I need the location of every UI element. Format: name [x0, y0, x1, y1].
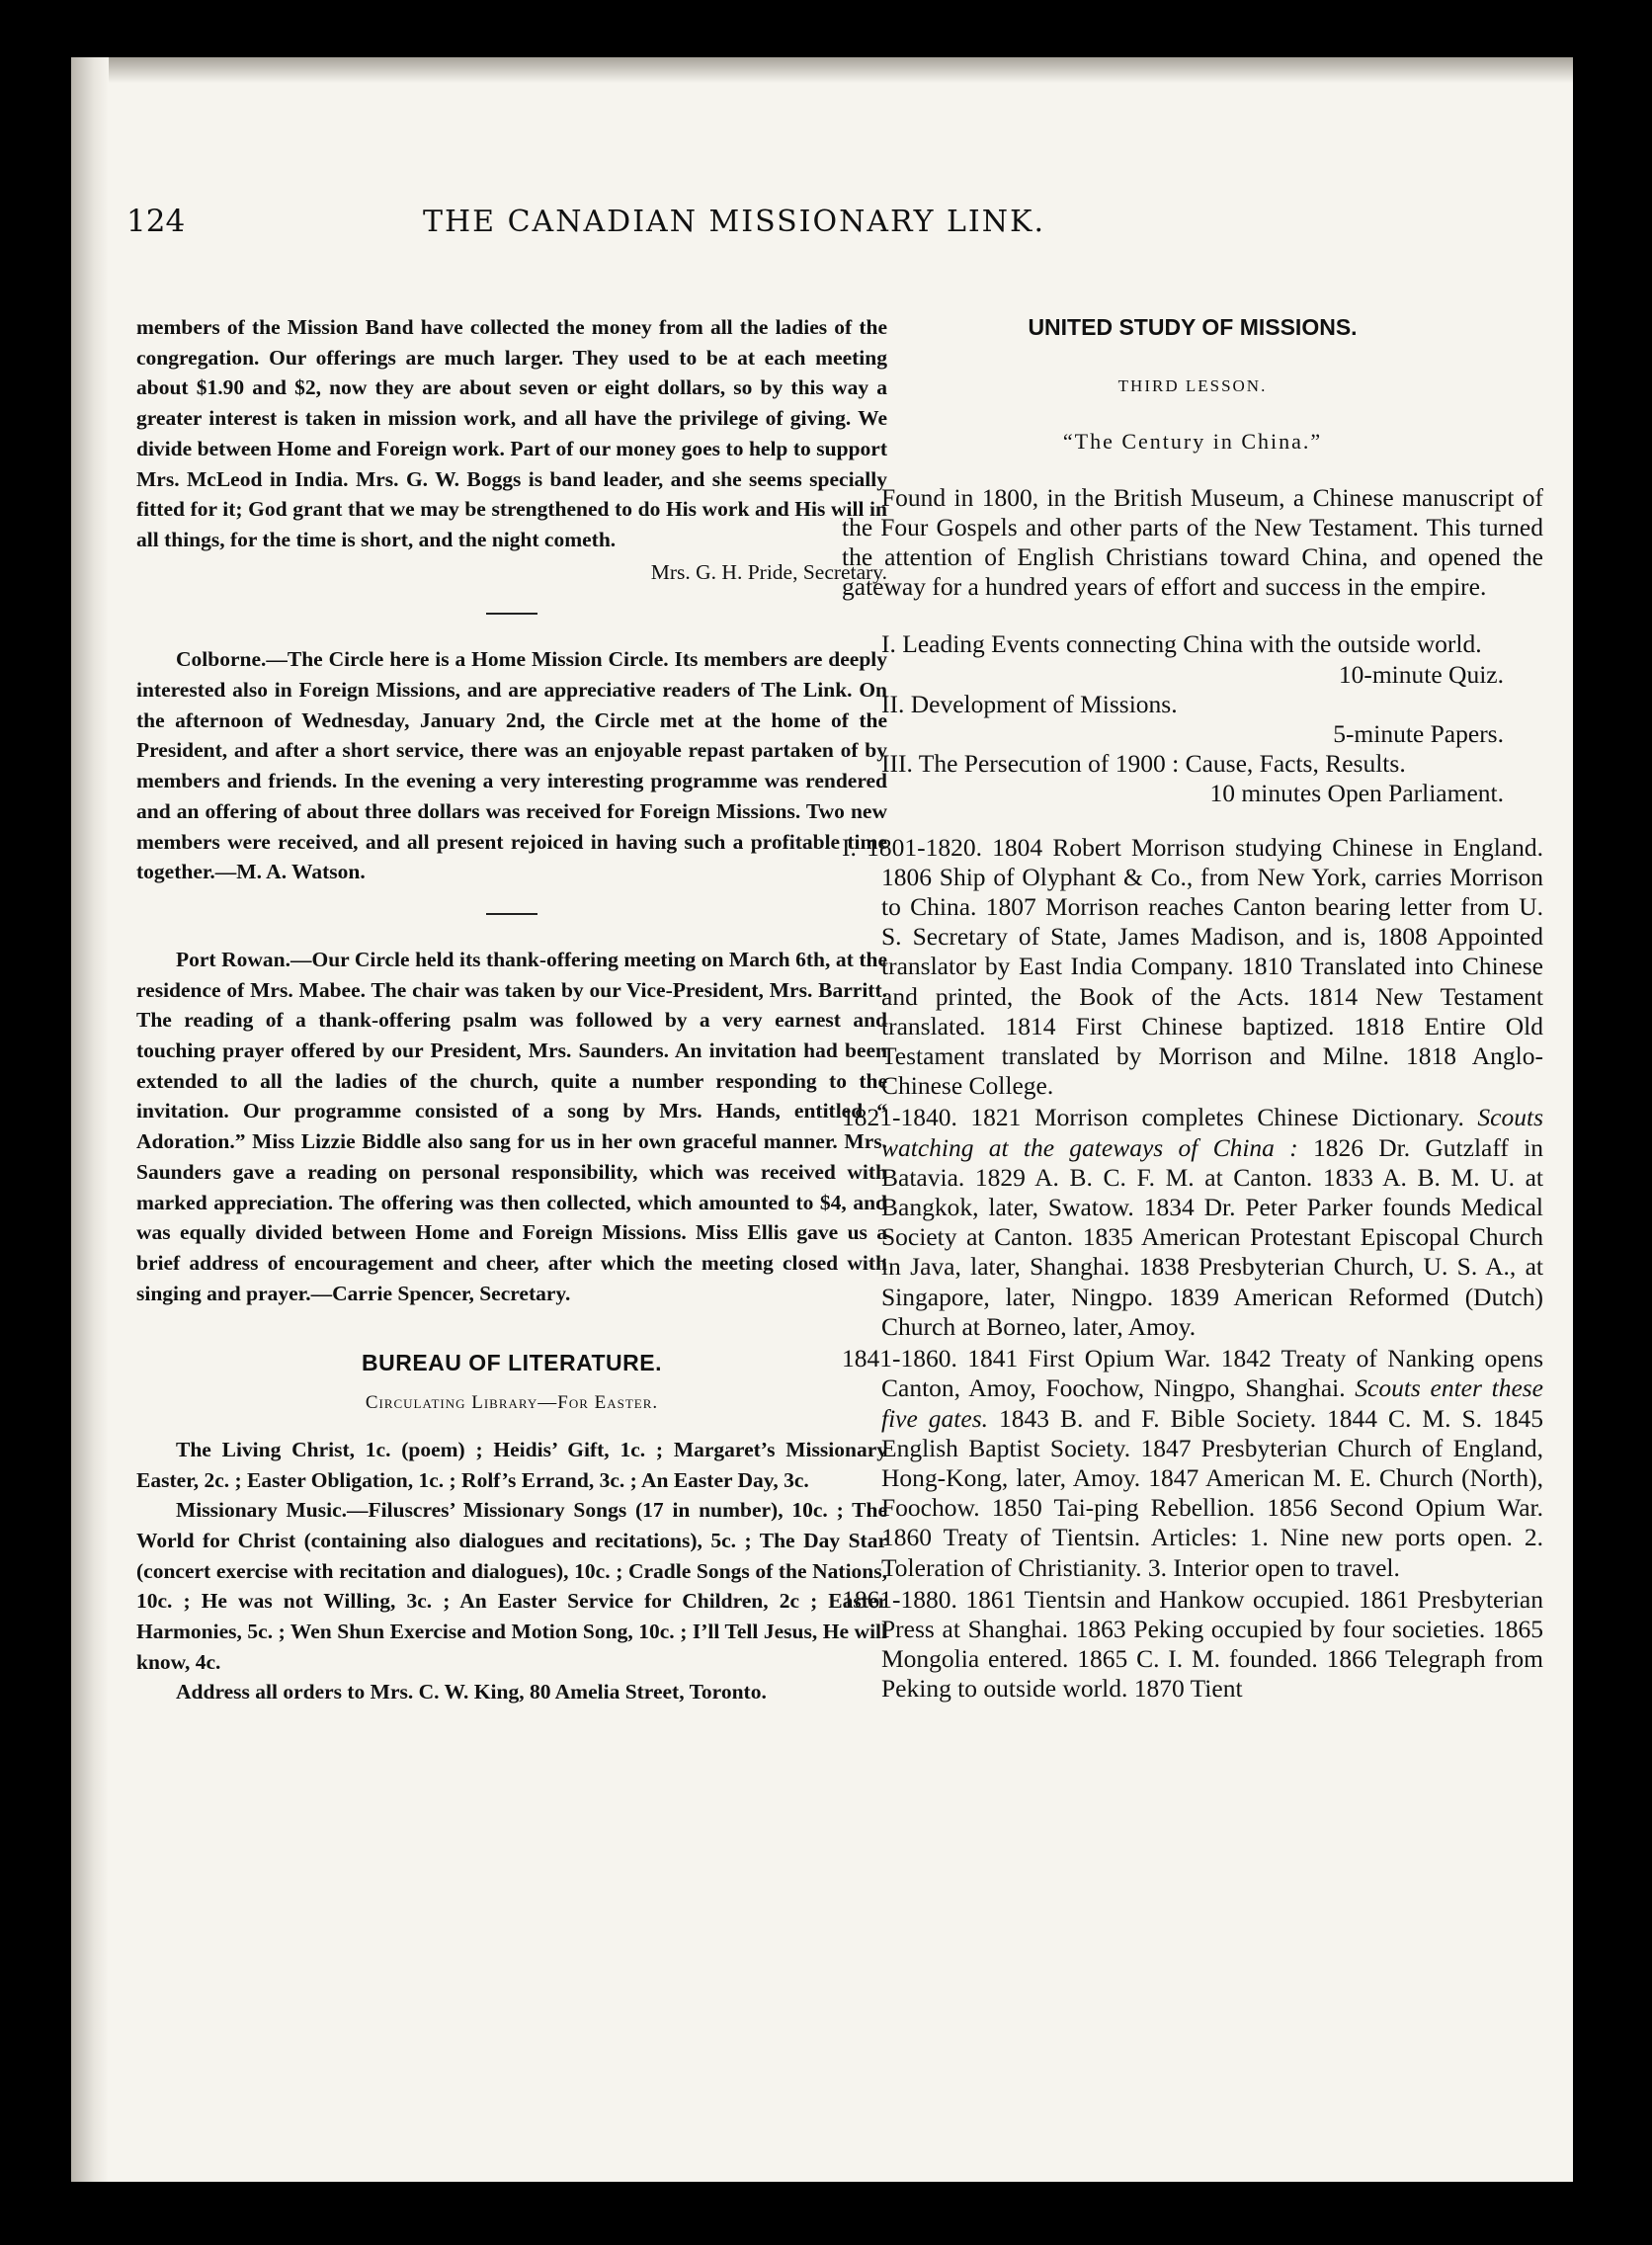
outline-item-1: I. Leading Events connecting China with the outside world.	[881, 629, 1482, 659]
chronology-entry-1861: 1861-1880. 1861 Tientsin and Hankow occupied. 1861 Presbyterian Press at Shanghai. 1863 Peking occupied by four societies. 1865 Mongolia entered. 1865 C. I. M. founded. 1866 Telegraph from Peking to outside world. 1870 Tient	[842, 1584, 1543, 1704]
bureau-subheading: Circulating Library—For Easter.	[365, 1392, 659, 1414]
port-rowan-paragraph: Port Rowan.—Our Circle held its thank-offering meeting on March 6th, at the residence of Mrs. Mabee. The chair was taken by our Vice-President, Mrs. Barritt. The reading of a thank-offering psalm was followed by a very earnest and touching prayer offered by our President, Mrs. Saunders. An invitation had been extended to all the ladies of the church, quite a number responding to the invitation. Our programme consisted of a song by Mrs. Hands, entitled “ Adoration.” Miss Lizzie Biddle also sang for us in her own graceful manner. Mrs. Saunders gave a reading on personal responsibility, which was received with marked appreciation. The offering was then collected, which amounted to $4, and was equally divided between Home and Foreign Missions. Miss Ellis gave us a brief address of encouragement and cheer, after which the meeting closed with singing and prayer.—Carrie Spencer, Secretary.	[136, 947, 887, 1305]
page-header	[126, 204, 1194, 247]
bureau-address: Address all orders to Mrs. C. W. King, 80 Amelia Street, Toronto.	[176, 1680, 767, 1705]
bureau-heading: BUREAU OF LITERATURE.	[362, 1350, 662, 1376]
chron-1841-italic: Scouts enter these five gates.	[881, 1373, 1543, 1433]
chronology-entry-1801: I. 1801-1820. 1804 Robert Morrison studying Chinese in England. 1806 Ship of Olyphant & Co., from New York, carries Morrison to China. 1807 Morrison reaches Canton bearing letter from U. S. Secretary of State, James Madison, and is, 1808 Appointed translator by East India Company. 1810 Translated into Chinese and printed, the Book of the Acts. 1814 New Testament translated. 1814 First Chinese baptized. 1818 Entire Old Testament translated by Morrison and Milne. 1818 Anglo-Chinese College.	[842, 832, 1543, 1101]
chron-1821-text-b: 1826 Dr. Gutzlaff in Batavia. 1829 A. B. C. F. M. at Canton. 1833 A. B. M. U. at Bangkok, later, Swatow. 1834 Dr. Peter Parker founds Medical Society at Canton. 1835 American Protestant Episcopal Church in Java, later, Shanghai. 1838 Presbyterian Church, U. S. A., at Singapore, later, Ningpo. 1839 American Reformed (Dutch) Church at Borneo, later, Amoy.	[881, 1132, 1543, 1341]
colborne-paragraph: Colborne.—The Circle here is a Home Mission Circle. Its members are deeply interested also in Foreign Missions, and are appreciative readers of The Link. On the afternoon of Wednesday, January 2nd, the Circle met at the home of the President, and after a short service, there was an enjoyable repast partaken of by members and friends. In the evening a very interesting programme was rendered and an offering of about three dollars was received for Foreign Missions. Two new members were received, and all present rejoiced in having such a profitable time together.—M. A. Watson.	[136, 647, 887, 884]
chronology	[842, 833, 1543, 1705]
lesson-intro: Found in 1800, in the British Museum, a Chinese manuscript of the Four Gospels and other parts of the New Testament. This turned the attention of English Christians toward China, and opened the gateway for a hundred years of effort and success in the empire.	[842, 482, 1543, 602]
section-divider	[486, 913, 537, 915]
left-column	[136, 312, 887, 1707]
page-binding-edge	[71, 57, 109, 2182]
chron-1841-text-b: 1843 B. and F. Bible Society. 1844 C. M. S. 1845 English Baptist Society. 1847 Presbyterian Church of England, Hong-Kong, later, Amoy. 1847 American M. E. Church (North), Foochow. 1850 Tai-ping Rebellion. 1856 Second Opium War. 1860 Treaty of Tientsin. Articles: 1. Nine new ports open. 2. Toleration of Christianity. 3. Interior open to travel.	[881, 1403, 1543, 1582]
chron-1821-italic: Scouts watching at the gateways of China :	[881, 1103, 1543, 1162]
section-divider	[486, 613, 537, 615]
page-top-shadow	[71, 57, 1573, 83]
outline-item-1-time: 10-minute Quiz.	[1338, 659, 1504, 689]
outline-item-2-time: 5-minute Papers.	[1333, 719, 1504, 749]
lesson-title: “The Century in China.”	[1062, 429, 1323, 455]
journal-title: THE CANADIAN MISSIONARY LINK.	[423, 205, 1045, 239]
outline-item-3-time: 10 minutes Open Parliament.	[1209, 779, 1504, 808]
chronology-entry-1821	[842, 1103, 1543, 1342]
chron-1821-text-a: 1821-1840. 1821 Morrison completes Chinese Dictionary.	[842, 1103, 1464, 1132]
chron-1841-text-a: 1841-1860. 1841 First Opium War. 1842 Treaty of Nanking opens Canton, Amoy, Foochow, Ningpo, Shanghai.	[842, 1344, 1543, 1403]
chronology-entry-1841	[842, 1344, 1543, 1583]
mission-band-paragraph: members of the Mission Band have collected the money from all the ladies of the congregation. Our offerings are much larger. They used to be at each meeting about $1.90 and $2, now they are about seven or eight dollars, so by this way a greater interest is taken in mission work, and all have the privilege of giving. We divide between Home and Foreign work. Part of our money goes to help to support Mrs. McLeod in India. Mrs. G. W. Boggs is band leader, and she seems specially fitted for it; God grant that we may be strengthened to do His work and His will in all things, for the time is short, and the night cometh.	[136, 315, 887, 551]
bureau-easter-list: The Living Christ, 1c. (poem) ; Heidis’ Gift, 1c. ; Margaret’s Missionary Easter, 2c. ; Easter Obligation, 1c. ; Rolf’s Errand, 3c. ; An Easter Day, 3c.	[136, 1437, 887, 1492]
outline-item-3: III. The Persecution of 1900 : Cause, Facts, Results.	[881, 749, 1406, 779]
study-heading: UNITED STUDY OF MISSIONS.	[1028, 314, 1358, 340]
outline-item-2: II. Development of Missions.	[881, 689, 1178, 718]
scanned-page	[71, 57, 1573, 2182]
signature-pride: Mrs. G. H. Pride, Secretary.	[650, 559, 887, 584]
page-number: 124	[126, 204, 186, 239]
bureau-music-list: Missionary Music.—Filuscres’ Missionary Songs (17 in number), 10c. ; The World for Christ (containing also dialogues and recitations), 5c. ; The Day Star (concert exercise with recitation and dialogues), 10c. ; Cradle Songs of the Nations, 10c. ; He was not Willing, 3c. ; An Easter Service for Children, 2c ; Easter Harmonies, 5c. ; Wen Shun Exercise and Motion Song, 10c. ; I’ll Tell Jesus, He will know, 4c.	[136, 1498, 887, 1674]
lesson-label: THIRD LESSON.	[1117, 376, 1268, 396]
right-column	[842, 312, 1543, 1706]
